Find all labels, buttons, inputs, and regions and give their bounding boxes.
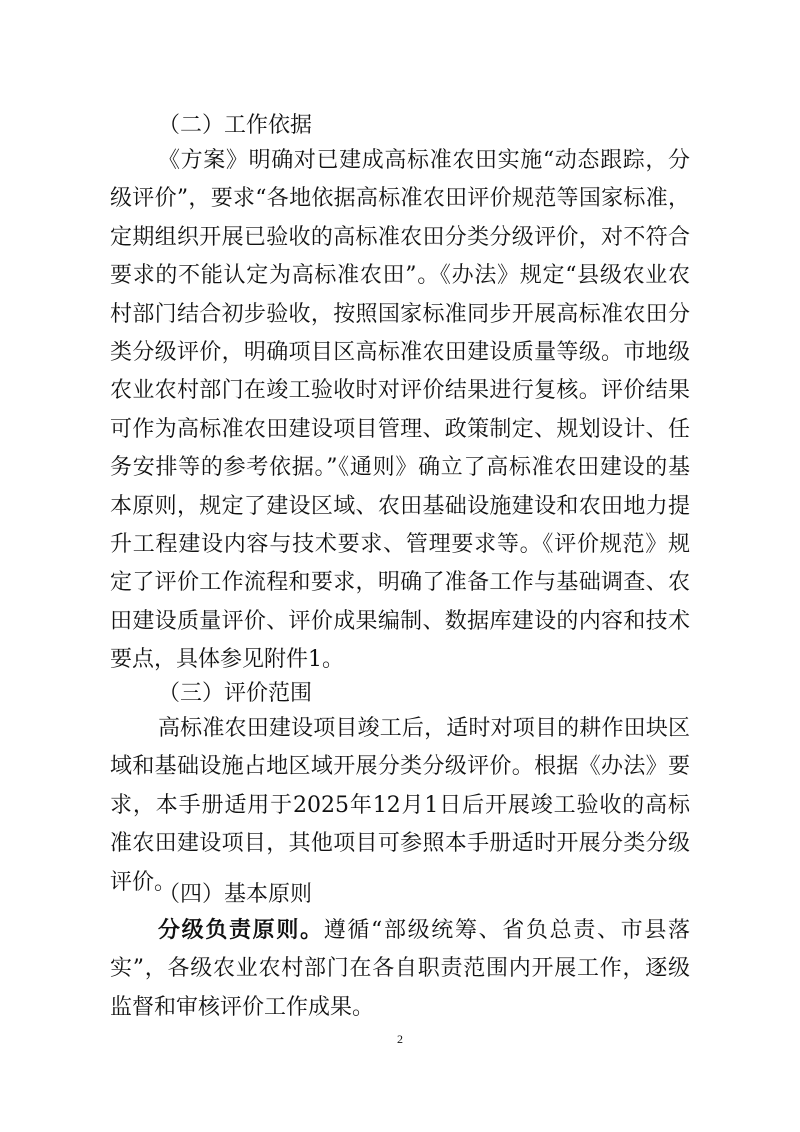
page-number: 2 <box>397 1032 403 1046</box>
section-heading-basis: （二）工作依据 <box>158 113 313 138</box>
principle-text: 遵循“部级统筹、省负总责、市县落实”，各级农业农村部门在各自职责范围内开展工作，逐级监督和审核评价工作成果。 <box>110 918 690 1020</box>
section-heading-scope: （三）评价范围 <box>158 681 313 706</box>
principle-title: 分级负责原则。 <box>158 917 324 943</box>
section-heading-principles: （四）基本原则 <box>158 882 313 907</box>
paragraph-scope: 高标准农田建设项目竣工后，适时对项目的耕作田块区域和基础设施占地区域开展分类分级评价。根据《办法》要求，本手册适用于2025年12月1日后开展竣工验收的高标准农田建设项目，其他项目可参照本手册适时开展分类分级评价。 <box>110 716 690 895</box>
paragraph-basis: 《方案》明确对已建成高标准农田实施“动态跟踪，分级评价”，要求“各地依据高标准农田评价规范等国家标准，定期组织开展已验收的高标准农田分类分级评价，对不符合要求的不能认定为高标准农田”。《办法》规定“县级农业农村部门结合初步验收，按照国家标准同步开展高标准农田分类分级评价，明确项目区高标准农田建设质量等级。市地级农业农村部门在竣工验收时对评价结果进行复核。评价结果可作为高标准农田建设项目管理、政策制定、规划设计、任务安排等的参考依据。”《通则》确立了高标准农田建设的基本原则，规定了建设区域、农田基础设施建设和农田地力提升工程建设内容与技术要求、管理要求等。《评价规范》规定了评价工作流程和要求，明确了准备工作与基础调查、农田建设质量评价、评价成果编制、数据库建设的内容和技术要点，具体参见附件1。 <box>110 148 690 673</box>
paragraph-principle <box>110 911 690 1027</box>
